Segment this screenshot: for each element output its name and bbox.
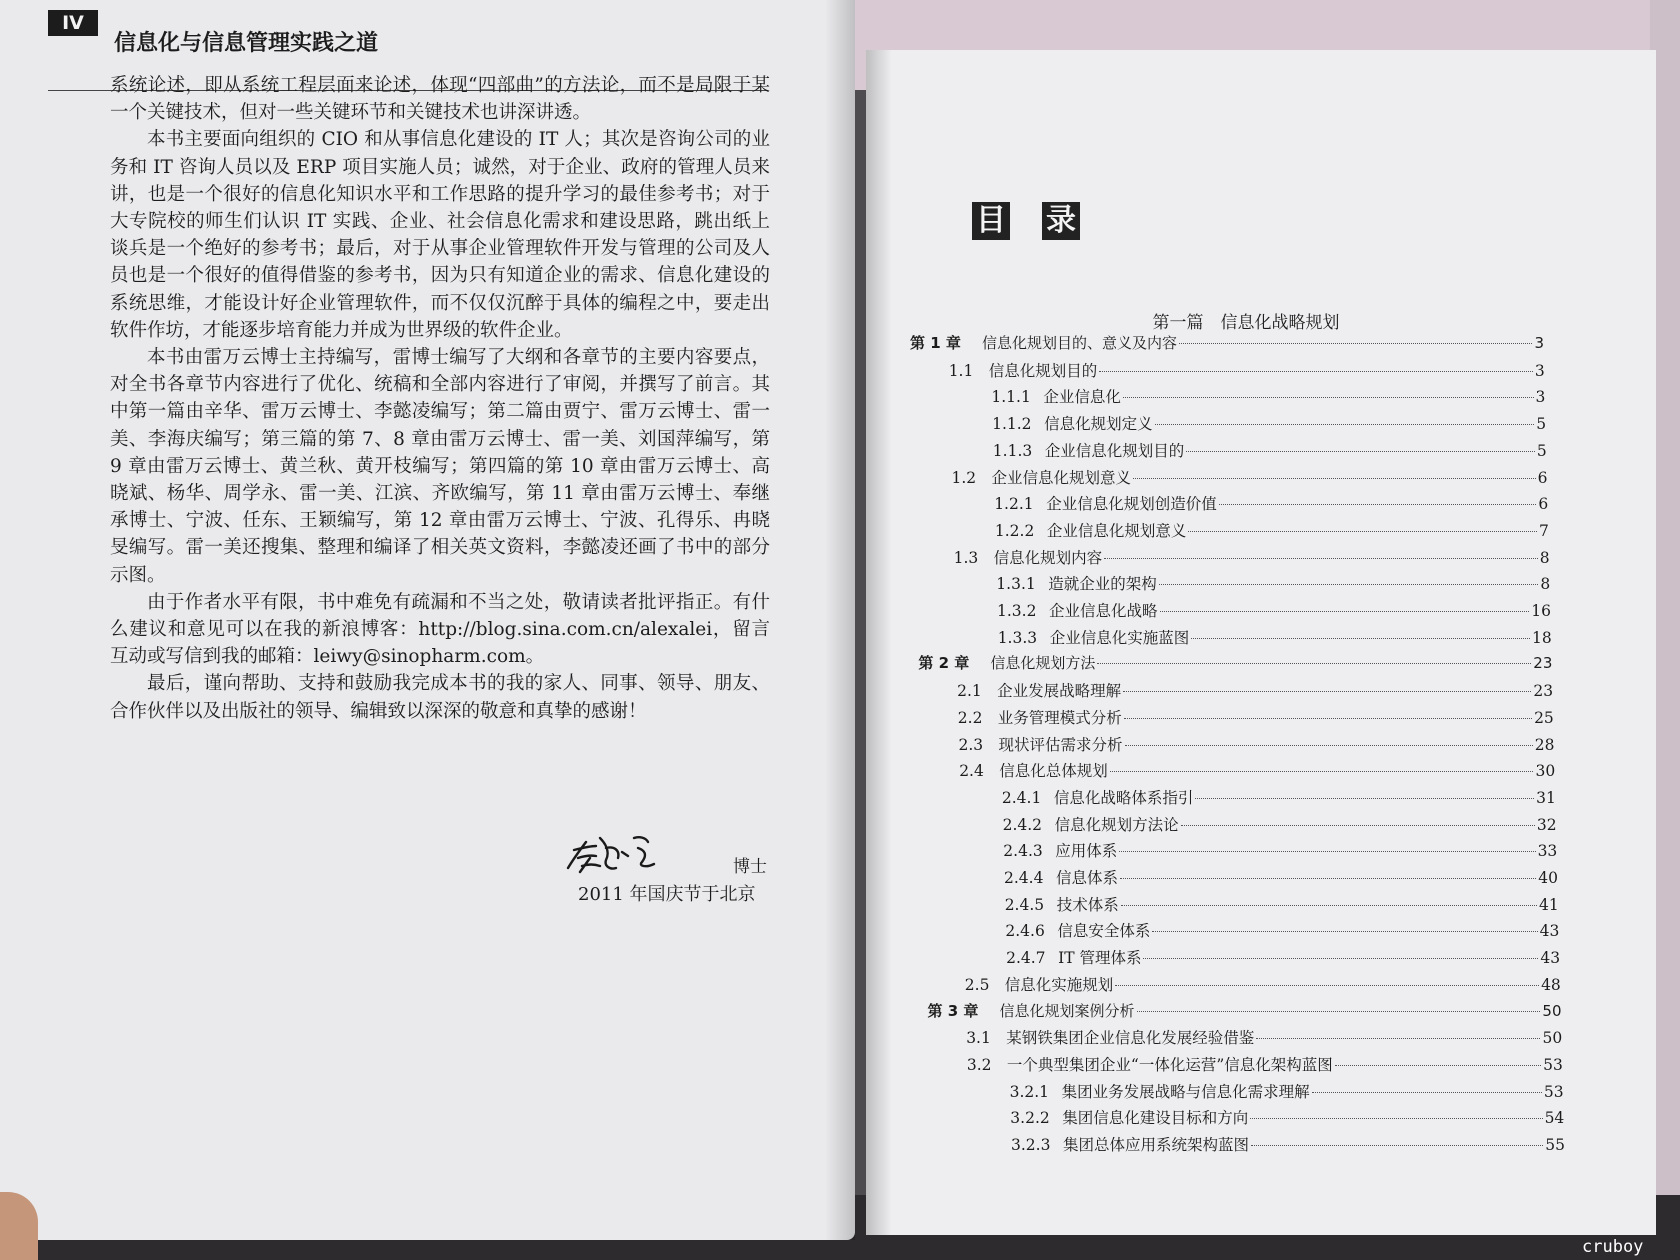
toc-entry-label: 技术体系 (1056, 895, 1119, 914)
toc-entry-label: IT 管理体系 (1058, 949, 1142, 968)
toc-entry-label: 信息安全体系 (1057, 922, 1151, 941)
toc-entry-page: 40 (1538, 869, 1558, 887)
toc-entry-page: 23 (1533, 654, 1553, 673)
toc-entry-number: 1.1.1 (991, 388, 1031, 407)
toc-entry-number: 1.2.2 (994, 521, 1035, 540)
toc-leader-dots (1124, 718, 1532, 719)
toc-entry (1003, 839, 1557, 863)
toc-entry-label: 企业信息化规划意义 (1046, 521, 1187, 540)
toc-entry-label: 信息化规划定义 (1044, 415, 1153, 434)
toc-entry (996, 572, 1550, 596)
preface-paragraph: 系统论述，即从系统工程层面来论述，体现“四部曲”的方法论，而不是局限于某一个关键技术，但对一些关键环节和关键技术也讲深讲透。 (110, 75, 770, 124)
toc-leader-dots (1120, 878, 1536, 879)
toc-leader-dots (1097, 663, 1531, 664)
toc-entry-number: 3.1 (966, 1029, 991, 1048)
toc-entry-label: 企业信息化规划意义 (991, 468, 1132, 487)
toc-leader-dots (1152, 931, 1537, 932)
toc-leader-dots (1251, 1145, 1543, 1146)
toc-entry (918, 652, 1552, 676)
toc-entry-page: 23 (1533, 682, 1554, 701)
toc-entry-number: 1.2.1 (994, 495, 1034, 514)
toc-entry-label: 信息化战略体系指引 (1053, 788, 1194, 807)
toc-entry-number: 2.1 (957, 682, 982, 701)
toc-entry-number: 1.3.3 (997, 628, 1038, 647)
toc-entry-page: 43 (1540, 949, 1561, 968)
watermark-text: cruboy (1582, 1237, 1644, 1257)
right-page (866, 50, 1656, 1235)
toc-entry-page: 33 (1537, 842, 1558, 861)
signature-date: 2011 年国庆节于北京 (578, 884, 756, 905)
toc-entry-page: 48 (1541, 975, 1561, 994)
toc-entry (998, 626, 1552, 650)
toc-entry-number: 2.4.3 (1003, 842, 1043, 861)
toc-leader-dots (1110, 771, 1534, 772)
toc-entry-page: 6 (1537, 468, 1548, 487)
toc-leader-dots (1104, 558, 1538, 559)
toc-entry-page: 5 (1536, 441, 1547, 460)
toc-entry-label: 企业信息化规划创造价值 (1046, 495, 1217, 514)
toc-entry-number: 2.4.4 (1004, 869, 1044, 887)
toc-entry-label: 信息化总体规划 (999, 762, 1108, 781)
toc-entry-page: 30 (1535, 762, 1556, 781)
toc-entry (965, 973, 1561, 997)
toc-entry (952, 466, 1548, 490)
preface-paragraph: 本书主要面向组织的 CIO 和从事信息化建设的 IT 人；其次是咨询公司的业务和 IT 咨询人员以及 ERP 项目实施人员；诚然，对于企业、政府的管理人员来讲，也是一个很好的信息化知识水平和工作思路的提升学习的最佳参考书；对于大专院校的师生们认识 IT 实践、企业、社会信息化需求和建设思路，跳出纸上谈兵是一个绝好的参考书；最后，对于从事企业管理软件开发与管理的公司及人员也是一个很好的值得借鉴的参考书，因为只有知道企业的需求、信息化建设的系统思维，才能设计好企业管理软件，而不仅仅沉醉于具体的编程之中，要走出软件作坊，才能逐步培育能力并成为世界级的软件企业。 (110, 129, 770, 341)
toc-entry-number: 2.4.6 (1005, 922, 1045, 941)
toc-entry-number: 3.2 (966, 1055, 992, 1074)
toc-entry (1011, 1133, 1565, 1157)
toc-entry-page: 41 (1538, 895, 1559, 914)
toc-entry (1002, 786, 1556, 810)
toc-leader-dots (1188, 531, 1537, 532)
toc-entry (1010, 1106, 1564, 1130)
toc-entry-page: 8 (1540, 575, 1551, 594)
toc-entry-number: 2.4.1 (1001, 788, 1042, 807)
toc-entry-number: 1.3.2 (997, 602, 1037, 620)
toc-entry (928, 1000, 1562, 1024)
toc-entry-number: 3.2.1 (1009, 1082, 1050, 1101)
toc-leader-dots (1159, 584, 1539, 585)
toc-title-char: 录 (1042, 202, 1080, 240)
toc-leader-dots (1179, 343, 1532, 344)
toc-entry-page: 16 (1531, 602, 1551, 620)
toc-entry-label: 某钢铁集团企业信息化发展经验借鉴 (1006, 1029, 1255, 1048)
toc-entry-label: 企业信息化战略 (1049, 602, 1158, 620)
toc-leader-dots (1250, 1118, 1542, 1119)
preface-body (110, 72, 770, 725)
toc-entry-label: 信息化规划目的 (988, 361, 1098, 380)
toc-entry (957, 679, 1553, 703)
toc-entry (994, 492, 1548, 516)
toc-title (972, 202, 1080, 240)
toc-entry-number: 1.1 (948, 361, 974, 380)
toc-leader-dots (1133, 478, 1536, 479)
toc-entry (958, 706, 1554, 730)
toc-entry (1010, 1080, 1564, 1104)
toc-entry-number: 第 1 章 (910, 334, 961, 352)
toc-leader-dots (1099, 371, 1533, 372)
toc-entry (959, 733, 1555, 757)
toc-entry-page: 18 (1531, 628, 1552, 647)
toc-leader-dots (1115, 985, 1539, 986)
toc-entry-page: 8 (1539, 548, 1550, 567)
toc-entry-number: 2.2 (957, 708, 983, 727)
toc-entry-label: 信息化规划方法 (990, 654, 1096, 673)
toc-entry (997, 599, 1551, 623)
toc-entry-label: 造就企业的架构 (1048, 575, 1157, 594)
toc-entry-label: 集团总体应用系统架构蓝图 (1063, 1136, 1250, 1154)
toc-entry (1005, 919, 1559, 943)
toc-entry-page: 50 (1542, 1001, 1562, 1020)
toc-leader-dots (1125, 745, 1533, 746)
toc-entry (991, 385, 1545, 409)
toc-entry (995, 519, 1549, 543)
toc-entry-page: 3 (1534, 361, 1545, 380)
toc-entry-number: 1.1.3 (992, 441, 1033, 460)
toc-leader-dots (1137, 1011, 1541, 1012)
toc-entry-number: 2.4.5 (1004, 895, 1045, 914)
toc-entry-number: 第 3 章 (927, 1001, 979, 1020)
toc-leader-dots (1123, 397, 1534, 398)
toc-entry-page: 6 (1538, 495, 1549, 514)
toc-entry-label: 集团业务发展战略与信息化需求理解 (1061, 1082, 1310, 1101)
toc-entry-page: 28 (1534, 735, 1555, 754)
toc-entry-label: 信息体系 (1056, 869, 1119, 887)
toc-leader-dots (1219, 504, 1537, 505)
toc-leader-dots (1119, 851, 1535, 852)
toc-entry-number: 1.1.2 (992, 415, 1032, 434)
toc-entry-label: 信息化规划方法论 (1054, 815, 1179, 834)
toc-entry-label: 企业发展战略理解 (997, 682, 1122, 701)
toc-entry-page: 53 (1543, 1082, 1564, 1101)
toc-entry (966, 1026, 1562, 1050)
toc-entry-label: 信息化规划案例分析 (999, 1001, 1135, 1020)
toc-entry-page: 3 (1534, 334, 1544, 352)
toc-entry (1004, 866, 1558, 890)
toc-entry-label: 现状评估需求分析 (998, 735, 1123, 754)
toc-entry (992, 412, 1546, 436)
toc-entry (1005, 893, 1559, 917)
toc-entry-label: 业务管理模式分析 (997, 708, 1122, 727)
preface-paragraph: 最后，谨向帮助、支持和鼓励我完成本书的我的家人、同事、领导、朋友、合作伙伴以及出版社的领导、编辑致以深深的敬意和真挚的感谢！ (110, 673, 770, 722)
toc-leader-dots (1256, 1038, 1540, 1039)
toc-entry-number: 2.5 (964, 975, 990, 994)
toc-entry-number: 3.2.3 (1011, 1136, 1051, 1154)
toc-entry (993, 439, 1547, 463)
toc-entry-page: 5 (1536, 415, 1547, 434)
toc-entry-label: 信息化实施规划 (1004, 975, 1114, 994)
toc-leader-dots (1160, 611, 1530, 612)
toc-entry (910, 332, 1544, 356)
toc-entry-page: 7 (1539, 521, 1549, 540)
toc-leader-dots (1121, 905, 1537, 906)
preface-paragraph: 本书由雷万云博士主持编写，雷博士编写了大纲和各章节的主要内容要点，对全书各章节内容进行了优化、统稿和全部内容进行了审阅，并撰写了前言。其中第一篇由辛华、雷万云博士、李懿凌编写；第二篇由贾宁、雷万云博士、雷一美、李海庆编写；第三篇的第 7、8 章由雷万云博士、雷一美、刘国萍编写，第 9 章由雷万云博士、黄兰秋、黄开枝编写；第四篇的第 10 章由雷万云博士、高晓斌、杨华、周学永、雷一美、江滨、齐欧编写，第 11 章由雷万云博士、奉继承博士、宁波、任东、王颖编写，第 12 章由雷万云博士、宁波、孔得乐、冉晓旻编写。雷一美还搜集、整理和编译了相关英文资料，李懿凌还画了书中的部分示图。 (110, 347, 770, 586)
page-number-badge: IV (48, 10, 98, 36)
toc-leader-dots (1123, 691, 1531, 692)
book-title: 信息化与信息管理实践之道 (114, 31, 379, 56)
toc-entry (954, 546, 1550, 570)
toc-entry-page: 50 (1542, 1029, 1563, 1048)
toc-entry-number: 2.4 (959, 762, 984, 781)
toc-entry-page: 32 (1536, 815, 1557, 834)
toc-entry-page: 31 (1536, 788, 1556, 807)
toc-entry-number: 1.3.1 (996, 575, 1036, 594)
toc-entry-page: 3 (1535, 388, 1546, 407)
toc-entry-number: 第 2 章 (918, 654, 970, 673)
toc-entry-page: 43 (1539, 922, 1560, 941)
toc-entry-number: 1.3 (953, 548, 979, 567)
part-title: 第一篇 信息化战略规划 (1152, 313, 1340, 333)
toc-entry-label: 企业信息化规划目的 (1044, 441, 1185, 460)
toc-leader-dots (1155, 424, 1535, 425)
toc-entry-label: 企业信息化实施蓝图 (1049, 628, 1190, 647)
toc-entry-label: 一个典型集团企业“一体化运营”信息化架构蓝图 (1006, 1055, 1333, 1074)
toc-leader-dots (1186, 451, 1535, 452)
toc-leader-dots (1191, 638, 1530, 639)
toc-leader-dots (1312, 1092, 1542, 1093)
toc-entry-number: 2.4.7 (1006, 949, 1046, 968)
toc-entry-label: 企业信息化 (1043, 388, 1121, 407)
toc-entry-label: 集团信息化建设目标和方向 (1062, 1109, 1249, 1128)
toc-entry-page: 25 (1534, 708, 1554, 727)
toc-entry (949, 359, 1545, 383)
handwritten-signature (560, 828, 660, 880)
toc-leader-dots (1335, 1065, 1541, 1066)
toc-entry-label: 信息化规划内容 (993, 548, 1103, 567)
toc-entry (1006, 946, 1560, 970)
toc-entry-number: 2.3 (958, 735, 984, 754)
toc-entry (959, 759, 1555, 783)
toc-leader-dots (1181, 825, 1535, 826)
signature-title: 博士 (733, 857, 767, 877)
toc-leader-dots (1195, 798, 1534, 799)
toc-title-char: 目 (972, 202, 1010, 240)
toc-entry-label: 应用体系 (1055, 842, 1118, 861)
toc-entry-page: 54 (1544, 1109, 1565, 1128)
toc-entry-number: 3.2.2 (1010, 1109, 1050, 1128)
toc-entry-number: 1.2 (951, 468, 977, 487)
toc-entry-page: 55 (1545, 1136, 1565, 1154)
preface-paragraph: 由于作者水平有限，书中难免有疏漏和不当之处，敬请读者批评指正。有什么建议和意见可以在我的新浪博客：http://blog.sina.com.cn/alexalei，留言互动或写信到我的邮箱：leiwy@sinopharm.com。 (110, 591, 770, 668)
toc-leader-dots (1143, 958, 1538, 959)
toc-entry-page: 53 (1543, 1055, 1563, 1074)
toc-entry-label: 信息化规划目的、意义及内容 (982, 334, 1178, 352)
toc-entry-number: 2.4.2 (1002, 815, 1043, 834)
toc-entry (967, 1053, 1563, 1077)
toc-entry (1003, 813, 1557, 837)
